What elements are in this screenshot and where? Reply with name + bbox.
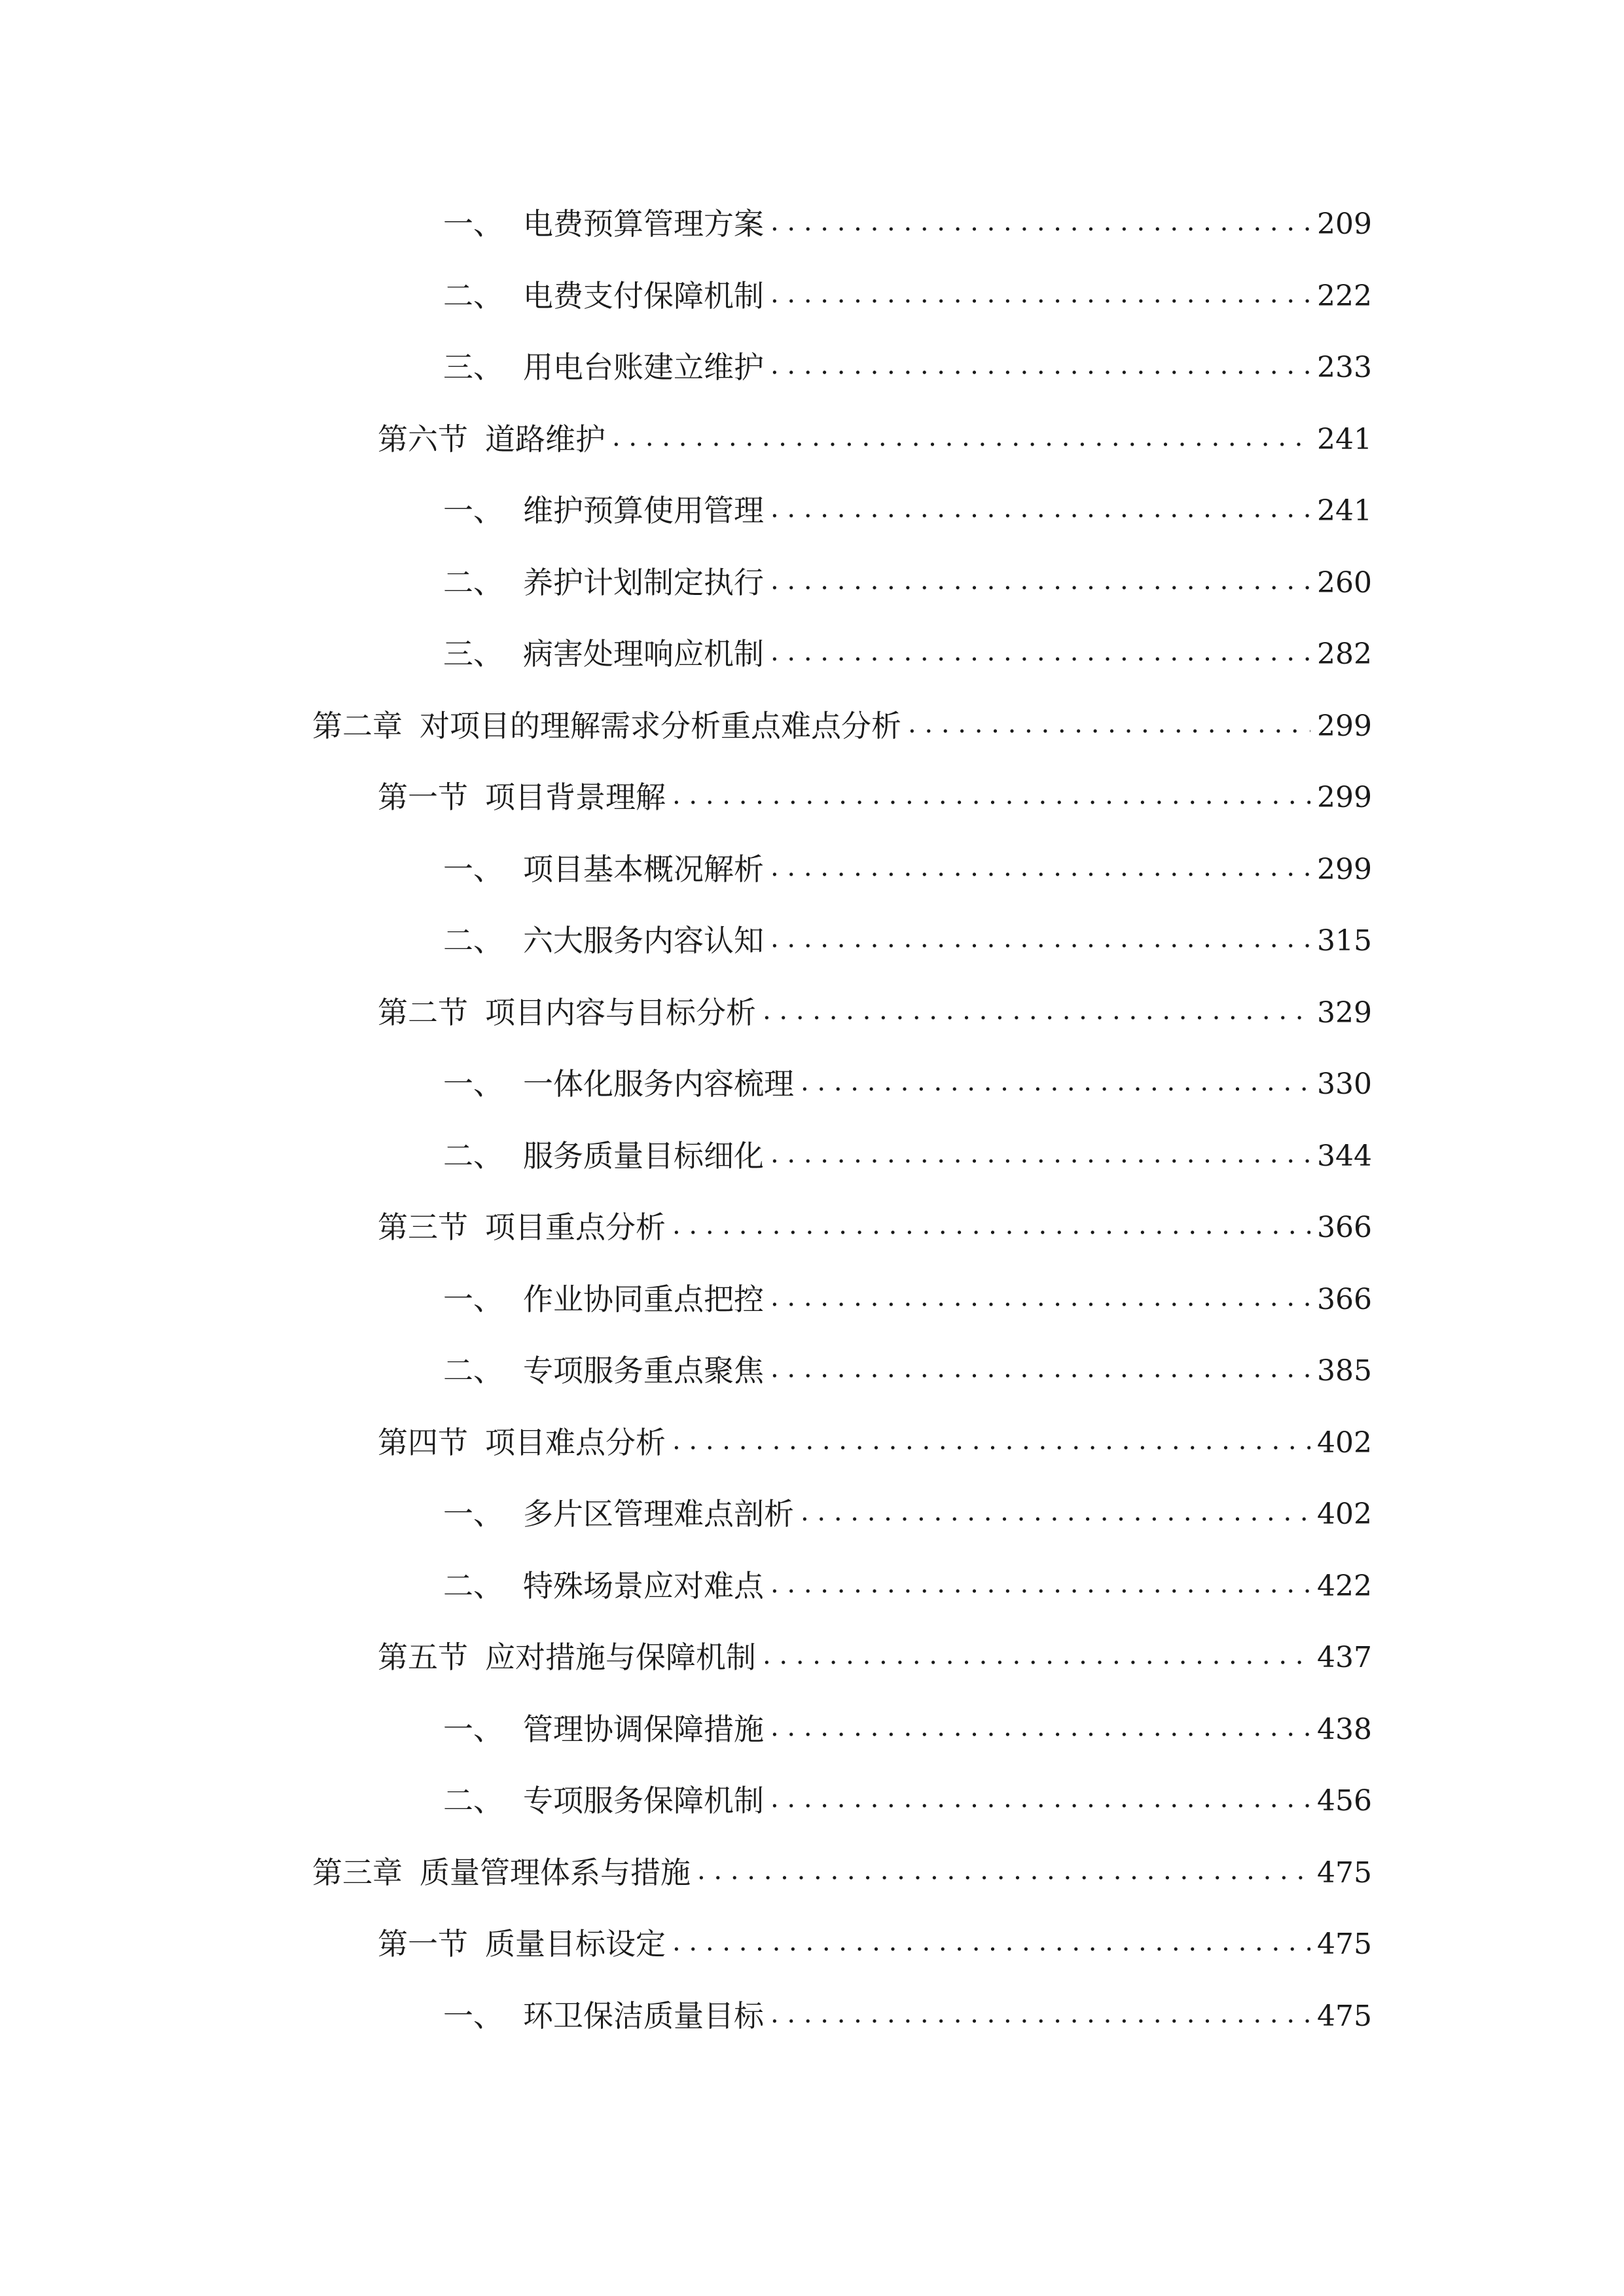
- toc-entry-item[interactable]: [443, 832, 1372, 887]
- toc-dot-leader: [770, 499, 1310, 526]
- toc-entry-title: 项目重点分析: [485, 1210, 666, 1245]
- toc-entry-item[interactable]: [443, 1333, 1372, 1386]
- toc-dot-leader: [770, 929, 1310, 956]
- toc-dot-leader: [770, 1789, 1310, 1816]
- toc-entry-title: 项目基本概况解析: [523, 852, 764, 887]
- toc-entry-section[interactable]: [378, 402, 1372, 457]
- toc-entry-page-number: 456: [1317, 1784, 1372, 1818]
- toc-entry-number: 第四节: [378, 1425, 468, 1460]
- toc-entry-item[interactable]: [443, 473, 1372, 526]
- toc-entry-title: 作业协同重点把控: [523, 1282, 764, 1317]
- toc-entry-item[interactable]: [443, 1692, 1372, 1747]
- toc-entry-title: 项目难点分析: [485, 1425, 666, 1460]
- toc-entry-page-number: 282: [1317, 637, 1372, 671]
- toc-entry-number: 二、: [443, 1138, 503, 1174]
- toc-entry-title: 维护预算使用管理: [523, 493, 764, 528]
- toc-entry-title: 应对措施与保障机制: [485, 1640, 756, 1675]
- toc-entry-number: 第三节: [378, 1210, 468, 1245]
- toc-entry-page-number: 330: [1317, 1067, 1372, 1101]
- toc-entry-title: 病害处理响应机制: [523, 636, 764, 672]
- toc-entry-page-number: 366: [1317, 1211, 1372, 1244]
- toc-entry-item[interactable]: [443, 1549, 1372, 1604]
- toc-dot-leader: [763, 1646, 1310, 1672]
- toc-entry-number: 第一节: [378, 1926, 468, 1962]
- toc-entry-title: 一体化服务内容梳理: [523, 1066, 794, 1102]
- toc-dot-leader: [908, 715, 1310, 741]
- toc-entry-title: 多片区管理难点剖析: [523, 1496, 794, 1532]
- toc-entry-number: 第五节: [378, 1640, 468, 1675]
- toc-entry-item[interactable]: [443, 1119, 1372, 1174]
- toc-dot-leader: [672, 1216, 1310, 1242]
- toc-entry-item[interactable]: [443, 259, 1372, 314]
- toc-entry-title: 特殊场景应对难点: [523, 1568, 764, 1604]
- toc-entry-number: 第二章: [312, 708, 403, 744]
- toc-dot-leader: [612, 428, 1310, 454]
- toc-entry-title: 管理协调保障措施: [523, 1712, 764, 1747]
- toc-dot-leader: [770, 213, 1310, 239]
- toc-entry-title: 专项服务保障机制: [523, 1783, 764, 1818]
- toc-entry-section[interactable]: [378, 1190, 1372, 1245]
- toc-entry-number: 一、: [443, 493, 503, 528]
- toc-entry-item[interactable]: [443, 617, 1372, 672]
- toc-entry-page-number: 385: [1317, 1354, 1372, 1388]
- toc-dot-leader: [770, 2005, 1310, 2031]
- toc-dot-leader: [801, 1073, 1310, 1099]
- toc-entry-page-number: 402: [1317, 1498, 1372, 1531]
- toc-entry-title: 环卫保洁质量目标: [523, 1998, 764, 2034]
- toc-entry-number: 二、: [443, 1353, 503, 1388]
- toc-entry-title: 质量管理体系与措施: [420, 1855, 691, 1890]
- toc-entry-page-number: 299: [1317, 709, 1372, 743]
- toc-entry-page-number: 437: [1317, 1641, 1372, 1674]
- toc-entry-page-number: 422: [1317, 1570, 1372, 1603]
- toc-dot-leader: [672, 1933, 1310, 1959]
- toc-entry-title: 服务质量目标细化: [523, 1138, 764, 1174]
- toc-entry-page-number: 209: [1317, 207, 1372, 241]
- toc-entry-title: 项目内容与目标分析: [485, 995, 756, 1030]
- toc-entry-number: 三、: [443, 636, 503, 672]
- toc-dot-leader: [770, 571, 1310, 598]
- toc-dot-leader: [770, 285, 1310, 311]
- toc-entry-page-number: 475: [1317, 1856, 1372, 1890]
- toc-entry-page-number: 475: [1317, 2000, 1372, 2033]
- toc-entry-section[interactable]: [378, 1405, 1372, 1458]
- toc-entry-section[interactable]: [378, 1620, 1372, 1675]
- toc-entry-number: 第六节: [378, 422, 468, 457]
- toc-entry-number: 二、: [443, 278, 503, 314]
- toc-entry-item[interactable]: [443, 903, 1372, 956]
- toc-entry-page-number: 315: [1317, 924, 1372, 958]
- toc-entry-page-number: 329: [1317, 996, 1372, 1030]
- toc-entry-item[interactable]: [443, 1047, 1372, 1102]
- toc-entry-number: 一、: [443, 1496, 503, 1532]
- toc-entry-title: 养护计划制定执行: [523, 565, 764, 600]
- toc-entry-number: 一、: [443, 1066, 503, 1102]
- toc-entry-number: 一、: [443, 206, 503, 242]
- toc-dot-leader: [770, 1359, 1310, 1386]
- toc-entry-page-number: 241: [1317, 494, 1372, 528]
- toc-entry-title: 六大服务内容认知: [523, 923, 764, 958]
- toc-entry-chapter[interactable]: [312, 1835, 1372, 1888]
- toc-entry-item[interactable]: [443, 1477, 1372, 1532]
- toc-entry-item[interactable]: [443, 1763, 1372, 1816]
- toc-entry-title: 专项服务重点聚焦: [523, 1353, 764, 1388]
- toc-entry-section[interactable]: [378, 1907, 1372, 1962]
- toc-dot-leader: [770, 1718, 1310, 1744]
- toc-dot-leader: [697, 1861, 1310, 1888]
- toc-entry-title: 电费预算管理方案: [523, 206, 764, 242]
- toc-entry-chapter[interactable]: [312, 689, 1372, 744]
- toc-entry-item[interactable]: [443, 545, 1372, 598]
- toc-dot-leader: [672, 786, 1310, 812]
- toc-entry-page-number: 366: [1317, 1283, 1372, 1316]
- toc-dot-leader: [770, 643, 1310, 669]
- toc-entry-item[interactable]: [443, 187, 1372, 242]
- toc-dot-leader: [672, 1431, 1310, 1458]
- toc-entry-page-number: 344: [1317, 1139, 1372, 1173]
- toc-entry-title: 对项目的理解需求分析重点难点分析: [420, 708, 901, 744]
- toc-entry-number: 一、: [443, 1282, 503, 1317]
- toc-entry-title: 项目背景理解: [485, 780, 666, 815]
- toc-entry-page-number: 299: [1317, 781, 1372, 814]
- toc-entry-number: 二、: [443, 1568, 503, 1604]
- toc-entry-title: 用电台账建立维护: [523, 350, 764, 385]
- toc-entry-number: 一、: [443, 1712, 503, 1747]
- toc-entry-page-number: 402: [1317, 1426, 1372, 1460]
- toc-entry-page-number: 475: [1317, 1928, 1372, 1961]
- toc-dot-leader: [763, 1001, 1310, 1028]
- toc-entry-section[interactable]: [378, 760, 1372, 815]
- toc-entry-page-number: 222: [1317, 279, 1372, 313]
- toc-entry-page-number: 438: [1317, 1713, 1372, 1746]
- toc-dot-leader: [801, 1503, 1310, 1529]
- toc-entry-section[interactable]: [378, 975, 1372, 1028]
- toc-entry-number: 二、: [443, 923, 503, 958]
- toc-entry-number: 二、: [443, 565, 503, 600]
- toc-dot-leader: [770, 1288, 1310, 1314]
- toc-entry-title: 道路维护: [485, 422, 605, 457]
- toc-dot-leader: [770, 1575, 1310, 1601]
- toc-entry-item[interactable]: [443, 1979, 1372, 2034]
- toc-dot-leader: [770, 1145, 1310, 1171]
- toc-entry-page-number: 241: [1317, 423, 1372, 456]
- toc-dot-leader: [770, 356, 1310, 382]
- toc-entry-title: 质量目标设定: [485, 1926, 666, 1962]
- toc-entry-number: 三、: [443, 350, 503, 385]
- toc-entry-title: 电费支付保障机制: [523, 278, 764, 314]
- toc-entry-page-number: 233: [1317, 351, 1372, 384]
- toc-entry-page-number: 299: [1317, 853, 1372, 886]
- toc-entry-page-number: 260: [1317, 566, 1372, 600]
- toc-entry-number: 一、: [443, 1998, 503, 2034]
- toc-entry-number: 二、: [443, 1783, 503, 1818]
- toc-entry-item[interactable]: [443, 330, 1372, 385]
- toc-entry-number: 第一节: [378, 780, 468, 815]
- toc-entry-number: 一、: [443, 852, 503, 887]
- toc-entry-number: 第二节: [378, 995, 468, 1030]
- toc-entry-number: 第三章: [312, 1855, 403, 1890]
- toc-entry-item[interactable]: [443, 1262, 1372, 1317]
- toc-dot-leader: [770, 858, 1310, 884]
